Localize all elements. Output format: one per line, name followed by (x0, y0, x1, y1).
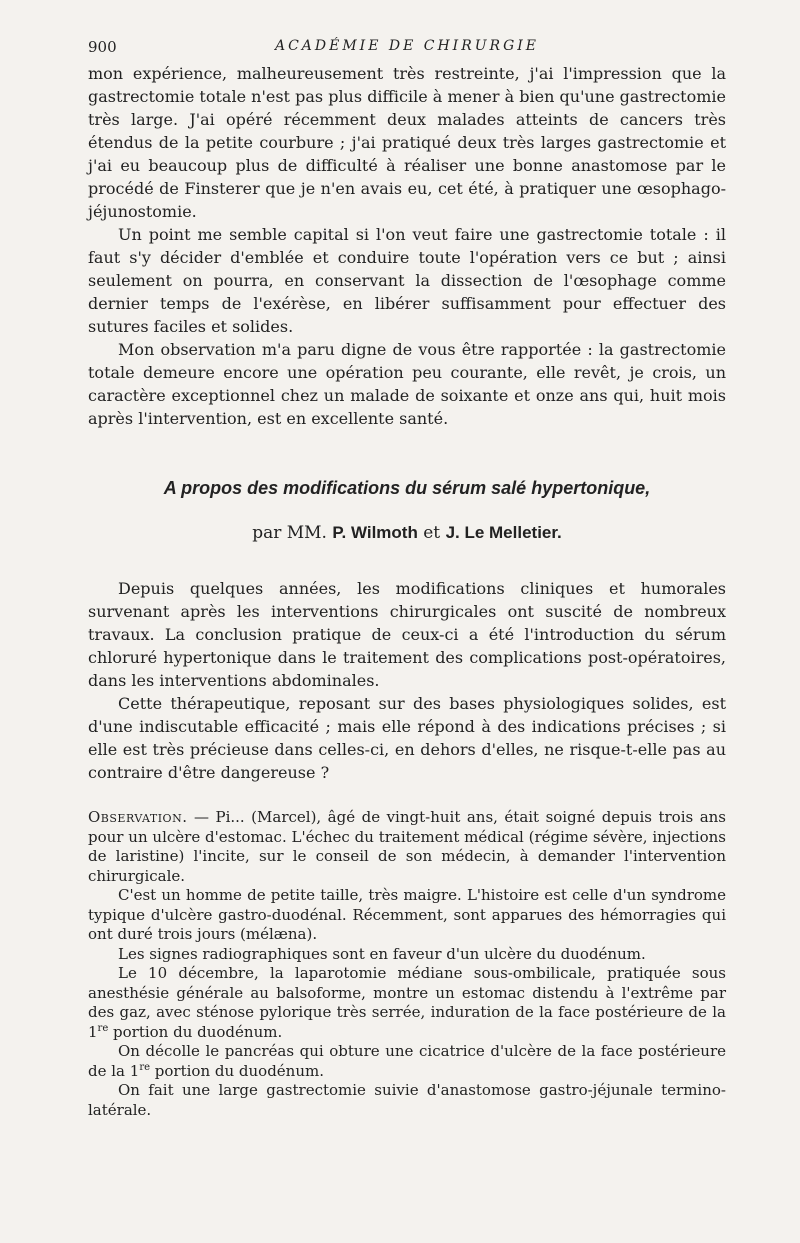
observation-text: portion du duodénum. (150, 1061, 324, 1080)
observation-paragraph (88, 808, 726, 886)
running-head: ACADÉMIE DE CHIRURGIE (274, 38, 540, 54)
continued-section (88, 62, 726, 430)
authors-prefix: par MM. (252, 523, 327, 543)
page-number: 900 (88, 38, 117, 56)
superscript: re (97, 1022, 109, 1034)
intro-section (88, 577, 726, 784)
observation-paragraph (88, 964, 726, 1042)
observation-paragraph (88, 1042, 726, 1081)
document-page (88, 38, 726, 1120)
paragraph: Un point me semble capital si l'on veut faire une gastrectomie totale : il faut s'y décider d'emblée et conduire toute l'opération vers ce but ; ainsi seulement on pourra, en conservant la dissection de l'œsophage comme dernier temps de l'exérèse, en libérer suffisamment pour effectuer des sutures faciles et solides. (88, 225, 726, 336)
observation-text: On décolle le pancréas qui obture une cicatrice d'ulcère de la face postérieure de la 1 (88, 1042, 726, 1080)
observation-text: portion du duodénum. (108, 1022, 283, 1041)
observation-text: Le 10 décembre, la laparotomie médiane sous-ombilicale, pratiquée sous anesthésie générale au balsoforme, montre un estomac distendu à l'extrême par des gaz, avec sténose pylorique très serrée, induration de la face postérieure de la 1 (88, 964, 726, 1041)
article-authors (88, 523, 726, 543)
article-title: A propos des modifications du sérum salé hypertonique, (163, 478, 651, 498)
observation-section (88, 808, 726, 1120)
observation-text: — Pi... (Marcel), âgé de vingt-huit ans, était soigné depuis trois ans pour un ulcère d'estomac. L'échec du traitement médical (régime sévère, injections de laristine) l'incite, sur le conseil de son médecin, à demander l'intervention chirurgicale. (88, 808, 726, 885)
author-name: P. Wilmoth (332, 523, 418, 542)
superscript: re (139, 1061, 151, 1073)
paragraph: mon expérience, malheureusement très restreinte, j'ai l'impression que la gastrectomie totale n'est pas plus difficile à mener à bien qu'une gastrectomie très large. J'ai opéré récemment deux malades atteints de cancers très étendus de la petite courbure ; j'ai pratiqué deux très larges gastrectomie et j'ai eu beaucoup plus de difficulté à réaliser une bonne anastomose par le procédé de Finsterer que je n'en avais eu, cet été, à pratiquer une œsophago-jéjunostomie. (88, 64, 726, 221)
observation-paragraph: On fait une large gastrectomie suivie d'anastomose gastro-jéjunale termino-latérale. (88, 1081, 726, 1119)
paragraph: Depuis quelques années, les modifications cliniques et humorales survenant après les interventions chirurgicales ont suscité de nombreux travaux. La conclusion pratique de ceux-ci a été l'introduction du sérum chloruré hypertonique dans le traitement des complications post-opératoires, dans les interventions abdominales. (88, 579, 726, 690)
page-header (88, 38, 726, 62)
observation-label: Observation. (88, 808, 188, 826)
paragraph: Mon observation m'a paru digne de vous être rapportée : la gastrectomie totale demeure encore une opération peu courante, elle revêt, je crois, un caractère exceptionnel chez un malade de soixante et onze ans qui, huit mois après l'intervention, est en excellente santé. (88, 340, 726, 428)
author-name: J. Le Melletier. (445, 523, 562, 542)
authors-conjunction: et (423, 523, 441, 543)
observation-paragraph: C'est un homme de petite taille, très maigre. L'histoire est celle d'un syndrome typique d'ulcère gastro-duodénal. Récemment, sont apparues des hémorragies qui ont duré trois jours (mélæna). (88, 886, 726, 943)
paragraph: Cette thérapeutique, reposant sur des bases physiologiques solides, est d'une indiscutable efficacité ; mais elle répond à des indications précises ; si elle est très précieuse dans celles-ci, en dehors d'elles, ne risque-t-elle pas au contraire d'être dangereuse ? (88, 694, 726, 782)
observation-paragraph: Les signes radiographiques sont en faveur d'un ulcère du duodénum. (118, 944, 646, 963)
